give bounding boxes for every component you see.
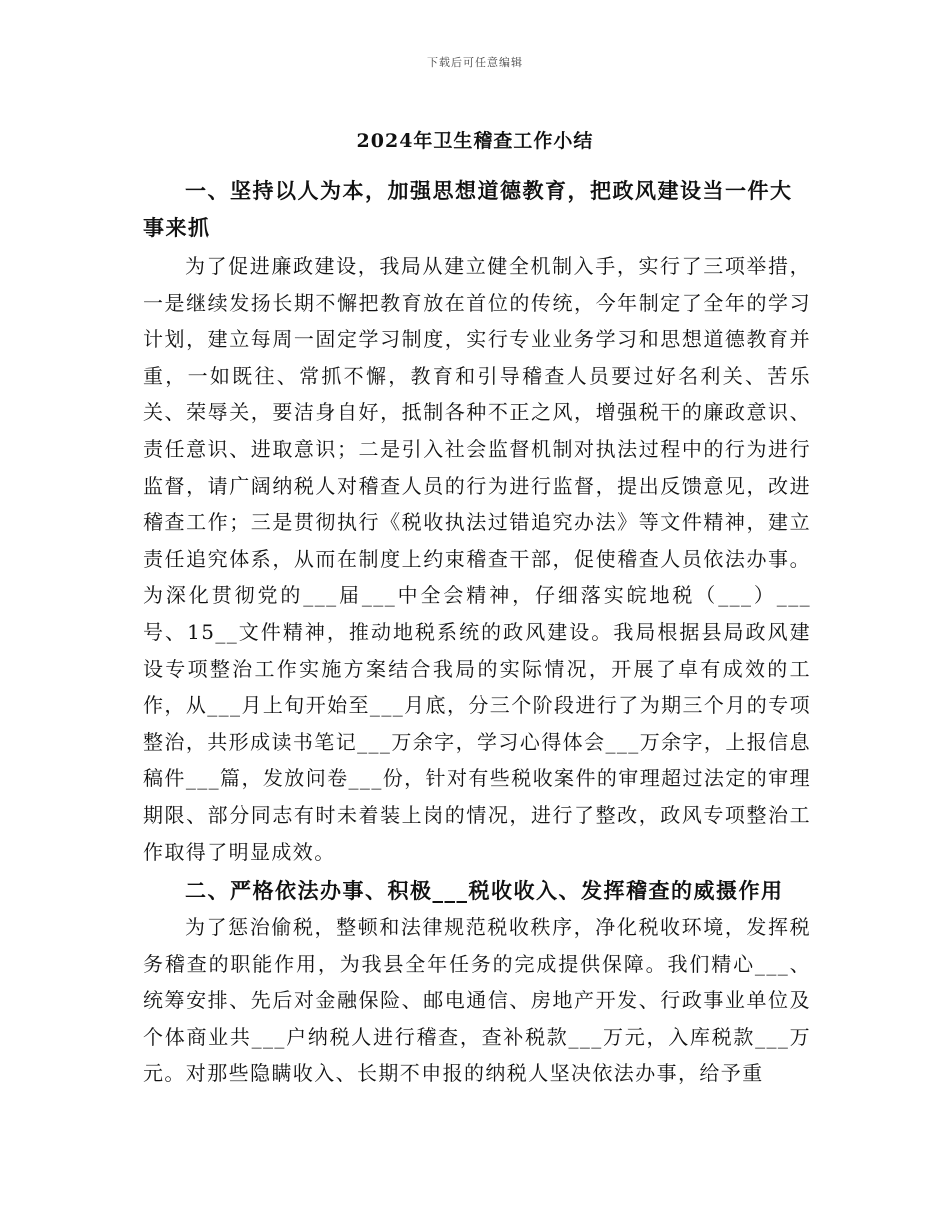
section-heading-2: 二、严格依法办事、积极___税收收入、发挥稽查的威摄作用 (185, 878, 784, 904)
document-title: 2024年卫生稽查工作小结 (356, 130, 594, 152)
section-paragraph-2: 为了惩治偷税，整顿和法律规范税收秩序，净化税收环境，发挥税务稽查的职能作用，为我县全年任务的完成提供保障。我们精心___、统筹安排、先后对金融保险、邮电通信、房地产开发、行政事业单位及个体商业共___户纳税人进行稽查，查补税款___万元，入库税款___万元。对那些隐瞒收入、长期不申报的纳税人坚决依法办事，给予重 (143, 915, 811, 1086)
document-body (143, 172, 811, 1092)
section-heading-1: 一、坚持以人为本，加强思想道德教育，把政风建设当一件大事来抓 (143, 178, 793, 240)
section-paragraph-1: 为了促进廉政建设，我局从建立健全机制入手，实行了三项举措，一是继续发扬长期不懈把教育放在首位的传统，今年制定了全年的学习计划，建立每周一固定学习制度，实行专业业务学习和思想道德教育并重，一如既往、常抓不懈，教育和引导稽查人员要过好名利关、苦乐关、荣辱关，要洁身自好，抵制各种不正之风，增强税干的廉政意识、责任意识、进取意识；二是引入社会监督机制对执法过程中的行为进行监督，请广阔纳税人对稽查人员的行为进行监督，提出反馈意见，改进稽查工作；三是贯彻执行《税收执法过错追究办法》等文件精神，建立责任追究体系，从而在制度上约束稽查干部，促使稽查人员依法办事。为深化贯彻党的___届___中全会精神，仔细落实皖地税（___）___号、15__文件精神，推动地税系统的政风建设。我局根据县局政风建设专项整治工作实施方案结合我局的实际情况，开展了卓有成效的工作，从___月上旬开始至___月底，分三个阶段进行了为期三个月的专项整治，共形成读书笔记___万余字，学习心得体会___万余字，上报信息稿件___篇，发放问卷___份，针对有些税收案件的审理超过法定的审理期限、部分同志有时未着装上岗的情况，进行了整改，政风专项整治工作取得了明显成效。 (143, 254, 811, 864)
header-note: 下载后可任意编辑 (427, 56, 523, 69)
